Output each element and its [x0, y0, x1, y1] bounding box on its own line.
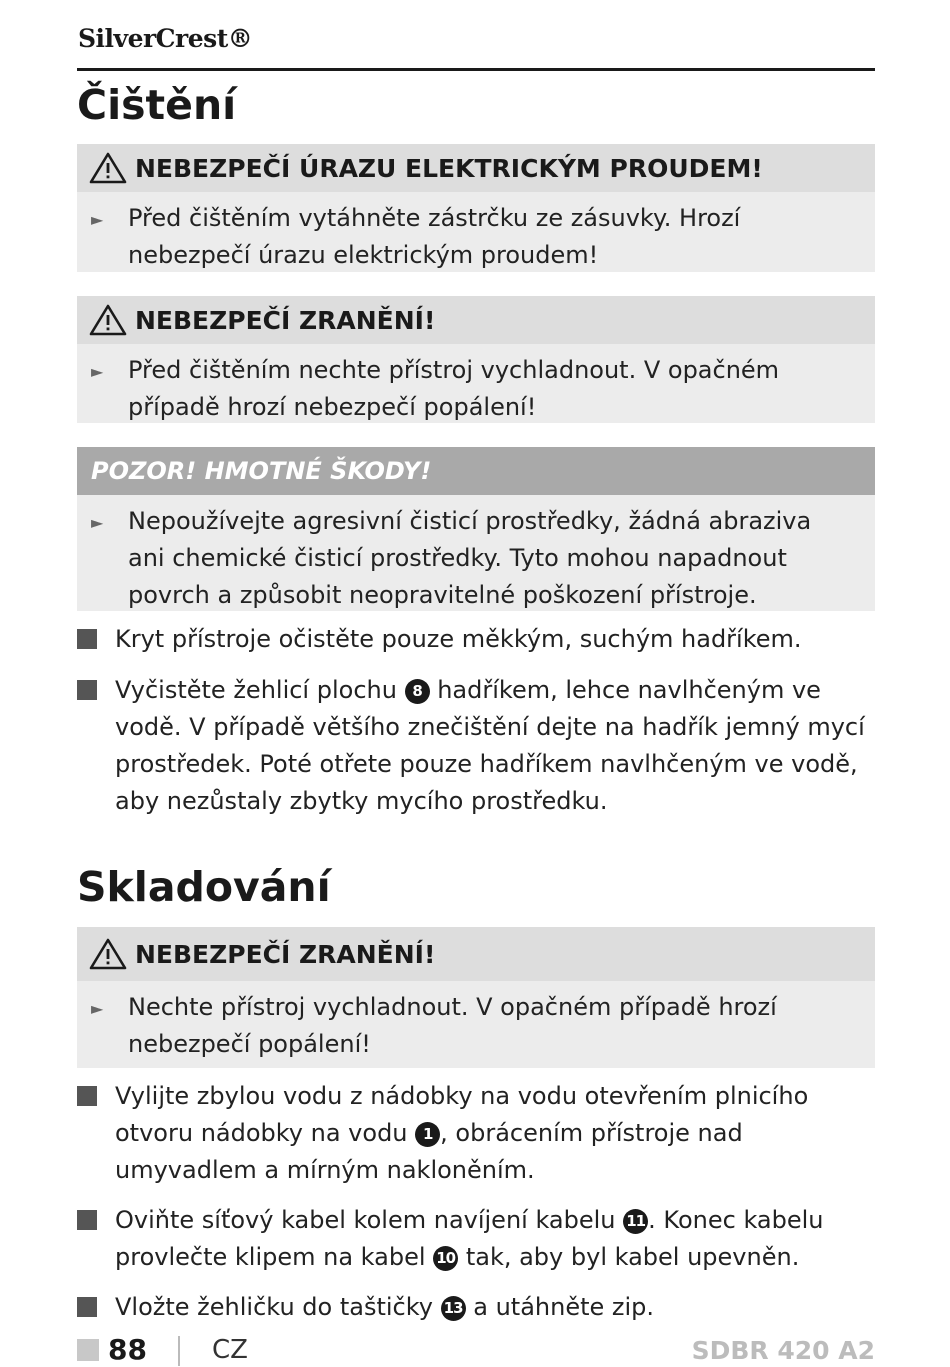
list-item	[77, 1078, 875, 1189]
warning-text: Před čištěním vytáhněte zástrčku ze zásuvky. Hrozí nebezpečí úrazu elektrickým proudem!	[128, 204, 741, 269]
part-number-badge: 10	[433, 1246, 458, 1271]
caution-item	[77, 495, 875, 619]
caution-text: Nepoužívejte agresivní čisticí prostředky, žádná abraziva ani chemické čisticí prostředky. Tyto mohou napadnout povrch a způsobit neopravitelné poškození přístroje.	[128, 507, 812, 609]
section-title-cleaning: Čištění	[77, 81, 237, 129]
warning-item	[77, 981, 875, 1068]
language-code: CZ	[212, 1335, 248, 1365]
part-number-badge: 1	[415, 1122, 440, 1147]
warning-triangle-icon	[89, 938, 127, 970]
list-item	[77, 621, 875, 658]
step-text-pre: Vložte žehličku do taštičky	[115, 1293, 433, 1321]
list-item	[77, 1289, 875, 1326]
step-text-pre: Oviňte síťový kabel kolem navíjení kabelu	[115, 1206, 616, 1234]
square-bullet-icon	[77, 1210, 97, 1230]
warning-triangle-icon	[89, 304, 127, 336]
section-title-storage: Skladování	[77, 863, 331, 911]
square-bullet-icon	[77, 1297, 97, 1317]
step-text-pre: Vylijte zbylou vodu z nádobky na vodu otevřením plnicího otvoru nádobky na vodu	[115, 1082, 809, 1147]
step-text-post: a utáhněte zip.	[473, 1293, 655, 1321]
square-bullet-icon	[77, 680, 97, 700]
caution-header	[77, 447, 875, 495]
part-number-badge: 13	[441, 1296, 466, 1321]
warning-header	[77, 144, 875, 192]
footer-marker	[77, 1339, 99, 1361]
warning-title: NEBEZPEČÍ ZRANĚNÍ!	[135, 939, 436, 969]
arrow-bullet-icon: ►	[91, 362, 104, 381]
warning-header	[77, 927, 875, 981]
footer-divider	[178, 1336, 180, 1366]
caution-title: POZOR! HMOTNÉ ŠKODY!	[91, 457, 432, 485]
warning-item	[77, 344, 875, 431]
warning-box-electric	[77, 144, 875, 272]
header-rule	[77, 68, 875, 71]
list-item	[77, 1202, 875, 1276]
step-text-pre: Vyčistěte žehlicí plochu	[115, 676, 397, 704]
model-number: SDBR 420 A2	[691, 1336, 875, 1365]
caution-box-property	[77, 447, 875, 611]
page-number: 88	[108, 1333, 147, 1366]
warning-box-injury-storage	[77, 927, 875, 1068]
warning-text: Nechte přístroj vychladnout. V opačném případě hrozí nebezpečí popálení!	[128, 993, 777, 1058]
square-bullet-icon	[77, 1086, 97, 1106]
warning-triangle-icon	[89, 152, 127, 184]
warning-title: NEBEZPEČÍ ZRANĚNÍ!	[135, 305, 436, 335]
step-text-post: , obrácením přístroje nad umyvadlem a mírným nakloněním.	[115, 1119, 743, 1184]
warning-box-injury	[77, 296, 875, 423]
brand-logo: SilverCrest®	[78, 24, 253, 53]
arrow-bullet-icon: ►	[91, 999, 104, 1018]
list-item	[77, 672, 875, 820]
step-text-mid: . Konec kabelu provlečte klipem na kabel	[115, 1206, 824, 1271]
part-number-badge: 11	[623, 1209, 648, 1234]
warning-text: Před čištěním nechte přístroj vychladnout. V opačném případě hrozí nebezpečí popálení!	[128, 356, 780, 421]
square-bullet-icon	[77, 629, 97, 649]
step-text-post: hadříkem, lehce navlhčeným ve vodě. V případě většího znečištění dejte na hadřík jemný mycí prostředek. Poté otřete pouze hadříkem navlhčeným ve vodě, aby nezůstaly zbytky mycího prostředku.	[115, 676, 865, 815]
arrow-bullet-icon: ►	[91, 210, 104, 229]
warning-title: NEBEZPEČÍ ÚRAZU ELEKTRICKÝM PROUDEM!	[135, 153, 763, 183]
warning-item	[77, 192, 875, 279]
warning-header	[77, 296, 875, 344]
part-number-badge: 8	[405, 679, 430, 704]
arrow-bullet-icon: ►	[91, 513, 104, 532]
step-text-post: tak, aby byl kabel upevněn.	[465, 1243, 800, 1271]
step-text: Kryt přístroje očistěte pouze měkkým, suchým hadříkem.	[115, 625, 802, 653]
